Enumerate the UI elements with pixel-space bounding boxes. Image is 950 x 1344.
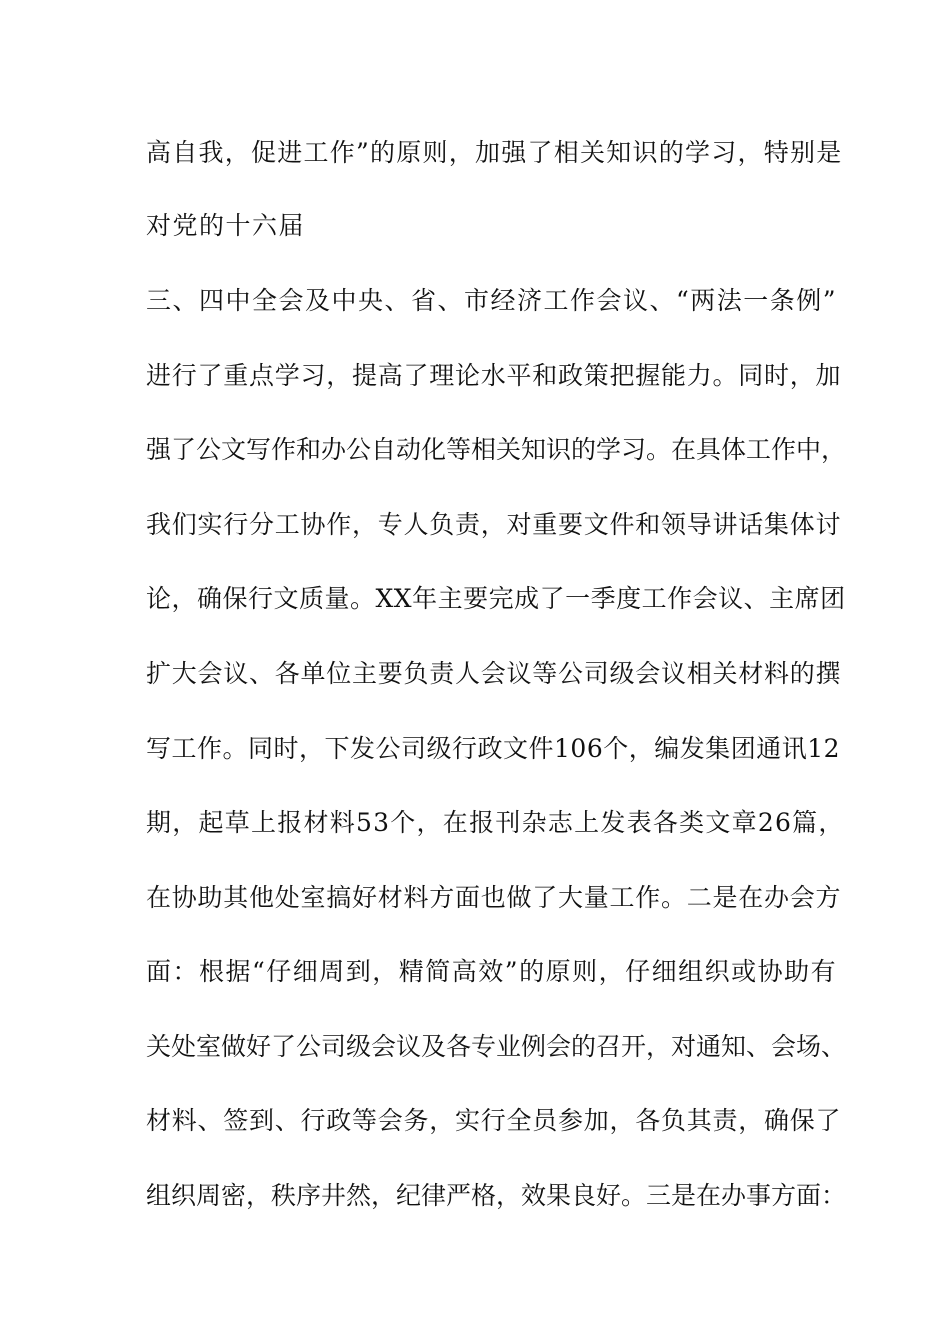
body-text-line: 对党的十六届 (146, 211, 306, 240)
body-text-line: 面：根据“仔细周到，精简高效”的原则，仔细组织或协助有 (146, 957, 838, 986)
body-text-line: 在协助其他处室搞好材料方面也做了大量工作。二是在办会方 (146, 883, 842, 912)
body-text-line: 强了公文写作和办公自动化等相关知识的学习。在具体工作中， (146, 435, 847, 464)
body-text-line: 材料、签到、行政等会务，实行全员参加，各负其责，确保了 (146, 1106, 842, 1135)
body-text-line: 我们实行分工协作，专人负责，对重要文件和领导讲话集体讨 (146, 510, 842, 539)
body-text-line: 关处室做好了公司级会议及各专业例会的召开，对通知、会场、 (146, 1032, 847, 1061)
body-text-line: 进行了重点学习，提高了理论水平和政策把握能力。同时，加 (146, 361, 842, 390)
body-text-line: 高自我，促进工作”的原则，加强了相关知识的学习，特别是 (146, 138, 843, 167)
body-text-line: 组织周密，秩序井然，纪律严格，效果良好。三是在办事方面： (146, 1181, 847, 1210)
body-text-line: 论，确保行文质量。XX年主要完成了一季度工作会议、主席团 (146, 584, 846, 613)
body-text-line: 期，起草上报材料53个，在报刊杂志上发表各类文章26篇， (146, 808, 845, 837)
body-text-line: 扩大会议、各单位主要负责人会议等公司级会议相关材料的撰 (146, 659, 842, 688)
body-text-line: 写工作。同时，下发公司级行政文件106个，编发集团通讯12 (146, 734, 841, 763)
body-text-line: 三、四中全会及中央、省、市经济工作会议、“两法一条例” (146, 286, 838, 315)
